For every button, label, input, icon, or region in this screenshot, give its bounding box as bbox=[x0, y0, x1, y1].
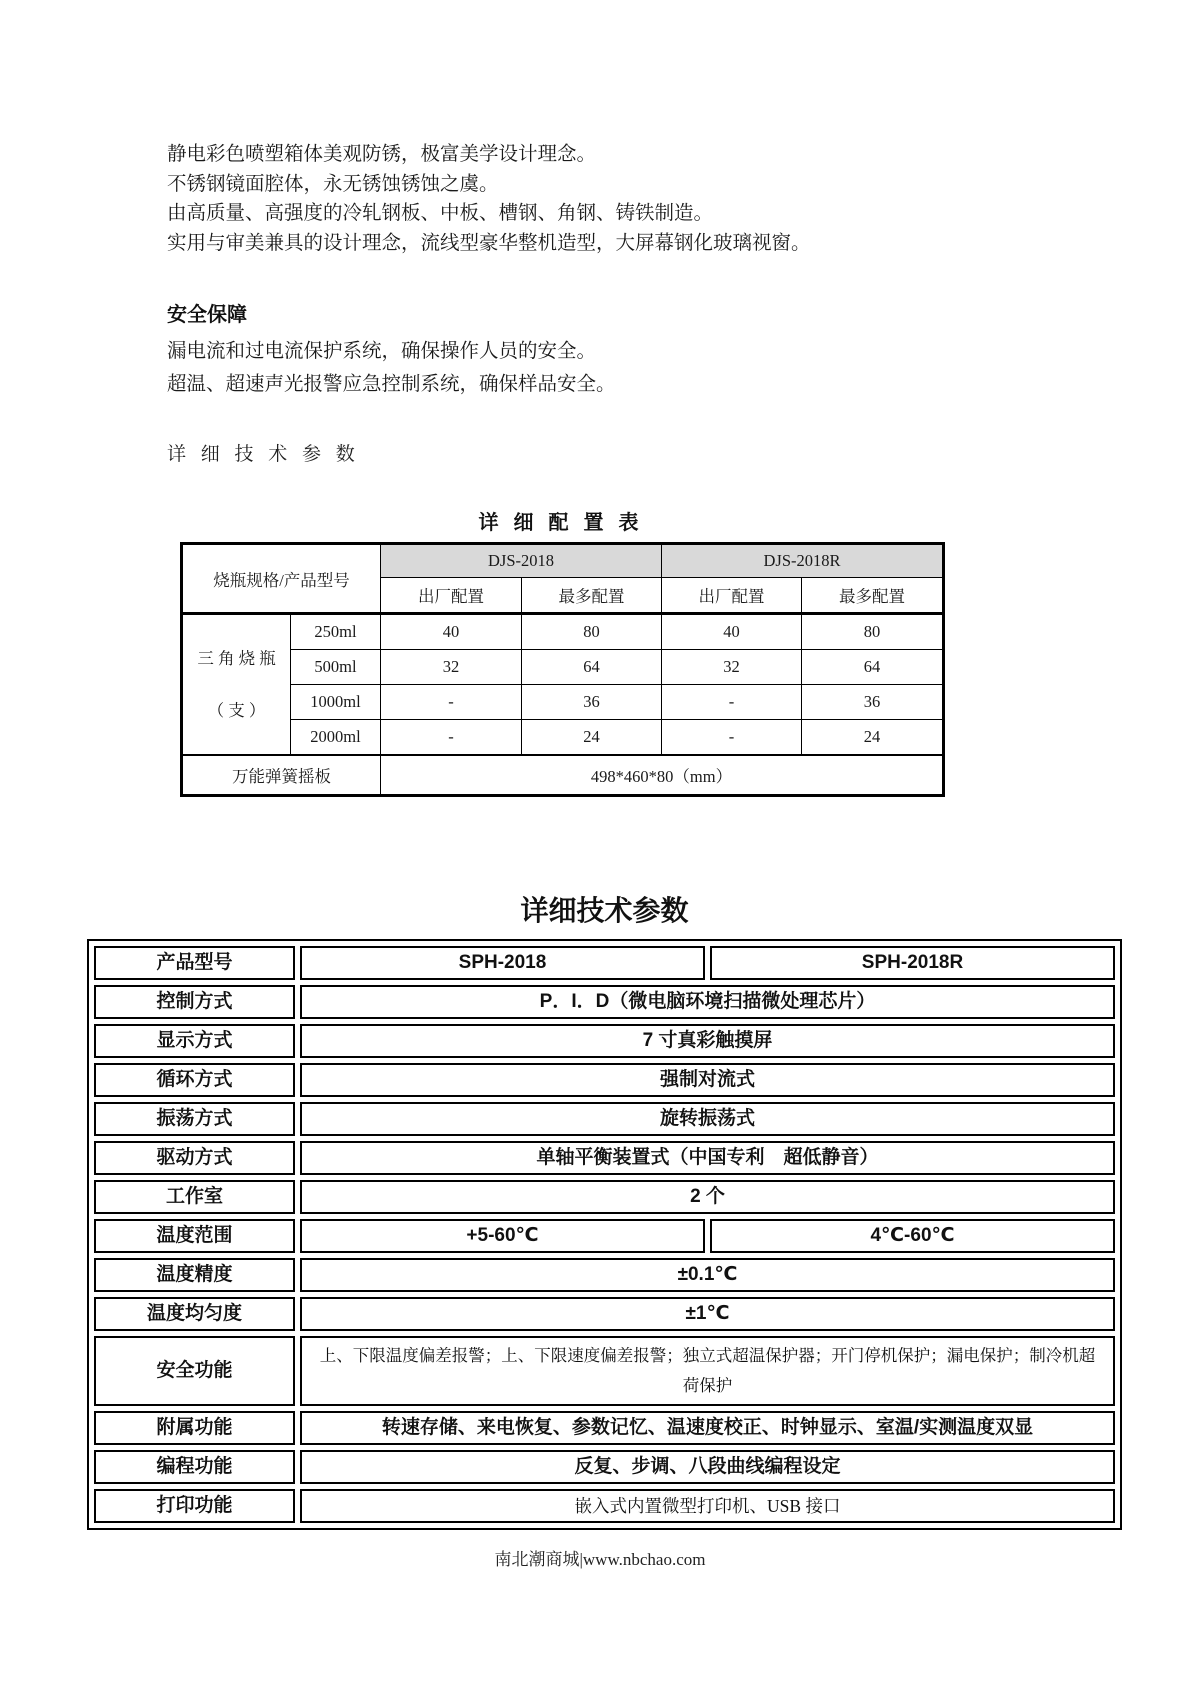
config-value-cell: - bbox=[381, 685, 522, 720]
spec-value-cell: 强制对流式 bbox=[300, 1063, 1115, 1097]
group-label-line: 三 角 烧 瓶 bbox=[197, 648, 276, 668]
table-row bbox=[94, 1219, 1115, 1253]
config-value-cell: 24 bbox=[802, 720, 944, 756]
config-value-cell: - bbox=[662, 685, 802, 720]
table-row bbox=[94, 1297, 1115, 1331]
spec-row-label: 附属功能 bbox=[94, 1411, 295, 1445]
detail-params-label: 详 细 技 术 参 数 bbox=[167, 444, 360, 465]
intro-paragraph bbox=[167, 140, 1200, 258]
spec-row-label: 打印功能 bbox=[94, 1489, 295, 1523]
spec-value-cell: SPH-2018 bbox=[300, 946, 705, 980]
table-row bbox=[94, 1411, 1115, 1445]
table-row bbox=[94, 1102, 1115, 1136]
spec-value-cell: 旋转振荡式 bbox=[300, 1102, 1115, 1136]
config-value-cell: 64 bbox=[522, 650, 662, 685]
config-value-cell: 36 bbox=[802, 685, 944, 720]
spec-value-cell: P．I．D（微电脑环境扫描微处理芯片） bbox=[300, 985, 1115, 1019]
spec-row-label: 振荡方式 bbox=[94, 1102, 295, 1136]
spec-value-cell: 反复、步调、八段曲线编程设定 bbox=[300, 1450, 1115, 1484]
spec-row-label: 编程功能 bbox=[94, 1450, 295, 1484]
table-row bbox=[94, 1489, 1115, 1523]
table-row bbox=[182, 685, 944, 720]
table-row bbox=[94, 1336, 1115, 1406]
config-value-cell: 32 bbox=[662, 650, 802, 685]
spec-row-label: 安全功能 bbox=[94, 1336, 295, 1406]
table-row bbox=[94, 1450, 1115, 1484]
table-row bbox=[94, 946, 1115, 980]
spec-row-label: 温度精度 bbox=[94, 1258, 295, 1292]
config-footer-value: 498*460*80（mm） bbox=[381, 755, 944, 796]
spec-value-cell: 4℃-60℃ bbox=[710, 1219, 1115, 1253]
spec-row-label: 温度均匀度 bbox=[94, 1297, 295, 1331]
spec-row-label: 显示方式 bbox=[94, 1024, 295, 1058]
safety-section-body bbox=[167, 335, 1200, 401]
table-row bbox=[94, 1141, 1115, 1175]
spec-row-label: 温度范围 bbox=[94, 1219, 295, 1253]
config-value-cell: 80 bbox=[522, 614, 662, 650]
spec-row-label: 控制方式 bbox=[94, 985, 295, 1019]
config-subheader-cell: 最多配置 bbox=[522, 578, 662, 614]
config-value-cell: 36 bbox=[522, 685, 662, 720]
config-model-header: DJS-2018R bbox=[662, 544, 944, 578]
spec-value-cell: 7 寸真彩触摸屏 bbox=[300, 1024, 1115, 1058]
config-value-cell: 40 bbox=[662, 614, 802, 650]
table-row bbox=[94, 1258, 1115, 1292]
safety-section-heading: 安全保障 bbox=[167, 304, 247, 326]
spec-value-cell: 转速存储、来电恢复、参数记忆、温速度校正、时钟显示、室温/实测温度双显 bbox=[300, 1411, 1115, 1445]
config-table-title: 详 细 配 置 表 bbox=[478, 512, 644, 534]
config-value-cell: 80 bbox=[802, 614, 944, 650]
config-table bbox=[180, 542, 945, 797]
spec-value-cell: ±0.1℃ bbox=[300, 1258, 1115, 1292]
spec-row-label: 工作室 bbox=[94, 1180, 295, 1214]
spec-table bbox=[87, 939, 1122, 1530]
footer-text: 南北潮商城|www.nbchao.com bbox=[494, 1550, 706, 1569]
spec-value-cell: ±1℃ bbox=[300, 1297, 1115, 1331]
spec-value-cell: 单轴平衡装置式（中国专利 超低静音） bbox=[300, 1141, 1115, 1175]
spec-value-cell: SPH-2018R bbox=[710, 946, 1115, 980]
table-row bbox=[94, 985, 1115, 1019]
spec-value-cell: 上、下限温度偏差报警；上、下限速度偏差报警；独立式超温保护器；开门停机保护；漏电保护；制冷机超荷保护 bbox=[300, 1336, 1115, 1406]
config-footer-row bbox=[182, 755, 944, 796]
spec-row-label: 驱动方式 bbox=[94, 1141, 295, 1175]
flask-size-cell: 250ml bbox=[291, 614, 381, 650]
table-row bbox=[94, 1180, 1115, 1214]
intro-line: 实用与审美兼具的设计理念，流线型豪华整机造型，大屏幕钢化玻璃视窗。 bbox=[167, 232, 811, 254]
config-value-cell: 32 bbox=[381, 650, 522, 685]
table-row bbox=[182, 614, 944, 650]
config-value-cell: 24 bbox=[522, 720, 662, 756]
config-group-label-cell bbox=[182, 614, 291, 756]
table-row bbox=[182, 720, 944, 756]
spec-row-label: 产品型号 bbox=[94, 946, 295, 980]
intro-line: 不锈钢镜面腔体，永无锈蚀锈蚀之虞。 bbox=[167, 173, 499, 195]
config-subheader-cell: 最多配置 bbox=[802, 578, 944, 614]
config-value-cell: - bbox=[662, 720, 802, 756]
config-value-cell: - bbox=[381, 720, 522, 756]
safety-line: 漏电流和过电流保护系统，确保操作人员的安全。 bbox=[167, 341, 597, 362]
group-label-line: （ 支 ） bbox=[207, 700, 266, 720]
spec-table-title: 详细技术参数 bbox=[520, 895, 689, 926]
config-corner-cell: 烧瓶规格/产品型号 bbox=[182, 544, 381, 614]
config-subheader-cell: 出厂配置 bbox=[662, 578, 802, 614]
spec-row-label: 循环方式 bbox=[94, 1063, 295, 1097]
safety-line: 超温、超速声光报警应急控制系统，确保样品安全。 bbox=[167, 374, 616, 395]
config-value-cell: 64 bbox=[802, 650, 944, 685]
table-row bbox=[94, 1024, 1115, 1058]
spec-value-cell: 嵌入式内置微型打印机、USB 接口 bbox=[300, 1489, 1115, 1523]
table-row bbox=[94, 1063, 1115, 1097]
config-value-cell: 40 bbox=[381, 614, 522, 650]
config-footer-label: 万能弹簧摇板 bbox=[182, 755, 381, 796]
config-model-header: DJS-2018 bbox=[381, 544, 662, 578]
config-header-row bbox=[182, 544, 944, 578]
flask-size-cell: 1000ml bbox=[291, 685, 381, 720]
spec-value-cell: 2 个 bbox=[300, 1180, 1115, 1214]
intro-line: 由高质量、高强度的冷轧钢板、中板、槽钢、角钢、铸铁制造。 bbox=[167, 203, 714, 224]
flask-size-cell: 2000ml bbox=[291, 720, 381, 756]
flask-size-cell: 500ml bbox=[291, 650, 381, 685]
spec-value-cell: +5-60℃ bbox=[300, 1219, 705, 1253]
table-row bbox=[182, 650, 944, 685]
config-subheader-cell: 出厂配置 bbox=[381, 578, 522, 614]
intro-line: 静电彩色喷塑箱体美观防锈，极富美学设计理念。 bbox=[167, 144, 597, 165]
